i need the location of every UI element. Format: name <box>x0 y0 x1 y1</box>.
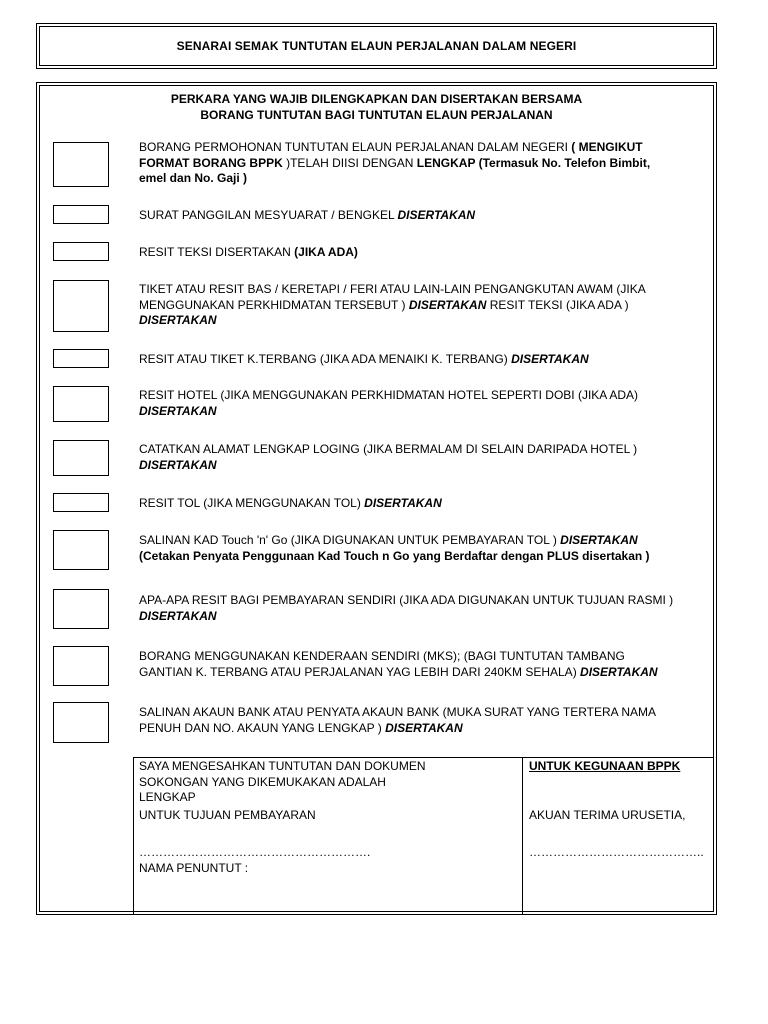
office-ack-label: AKUAN TERIMA URUSETIA, <box>529 808 686 822</box>
claimant-signature-line[interactable]: …………………………………………………. <box>139 845 371 859</box>
checkbox-item-6[interactable] <box>53 386 109 422</box>
checklist-item-6: RESIT HOTEL (JIKA MENGGUNAKAN PERKHIDMATAN HOTEL SEPERTI DOBI (JIKA ADA) DISERTAKAN <box>139 388 638 418</box>
claimant-name-label: NAMA PENUNTUT : <box>139 861 249 875</box>
checklist-item-2: SURAT PANGGILAN MESYUARAT / BENGKEL DISERTAKAN <box>139 208 476 222</box>
checkbox-item-7[interactable] <box>53 440 109 476</box>
checklist-item-8: RESIT TOL (JIKA MENGGUNAKAN TOL) DISERTAKAN <box>139 496 442 510</box>
signature-table-divider <box>522 757 523 914</box>
declaration-line1: SAYA MENGESAHKAN TUNTUTAN DAN DOKUMEN <box>139 759 426 773</box>
office-signature-line[interactable]: …………………………………….. <box>529 845 704 859</box>
checklist-heading-line2: BORANG TUNTUTAN BAGI TUNTUTAN ELAUN PERJALANAN <box>200 108 553 122</box>
checkbox-item-12[interactable] <box>53 702 109 743</box>
checkbox-item-5[interactable] <box>53 349 109 368</box>
checklist-heading-line1: PERKARA YANG WAJIB DILENGKAPKAN DAN DISERTAKAN BERSAMA <box>170 92 583 106</box>
declaration-line3: LENGKAP <box>139 790 196 804</box>
checklist-item-10: APA-APA RESIT BAGI PEMBAYARAN SENDIRI (JIKA ADA DIGUNAKAN UNTUK TUJUAN RASMI ) DISERTAKAN <box>139 593 674 623</box>
checkbox-item-2[interactable] <box>53 205 109 224</box>
checklist-item-11: BORANG MENGGUNAKAN KENDERAAN SENDIRI (MKS); (BAGI TUNTUTAN TAMBANG GANTIAN K. TERBANG ATAU PERJALANAN YAG LEBIH DARI 240KM SEHALA) DISERTAKAN <box>139 649 658 679</box>
checkbox-item-4[interactable] <box>53 280 109 332</box>
office-use-title: UNTUK KEGUNAAN BPPK <box>529 759 681 773</box>
checkbox-item-3[interactable] <box>53 242 109 261</box>
declaration-line4: UNTUK TUJUAN PEMBAYARAN <box>139 808 316 822</box>
checklist-item-9: SALINAN KAD Touch 'n' Go (JIKA DIGUNAKAN UNTUK PEMBAYARAN TOL ) DISERTAKAN (Cetakan Penyata Penggunaan Kad Touch n Go yang Berdaftar dengan PLUS disertakan ) <box>139 533 650 563</box>
checklist-item-4: TIKET ATAU RESIT BAS / KERETAPI / FERI ATAU LAIN-LAIN PENGANGKUTAN AWAM (JIKA MENGGUNAKAN PERKHIDMATAN TERSEBUT ) DISERTAKAN RESIT TEKSI (JIKA ADA ) DISERTAKAN <box>139 282 646 327</box>
checkbox-item-1[interactable] <box>53 142 109 187</box>
checkbox-item-9[interactable] <box>53 530 109 570</box>
checklist-item-3: RESIT TEKSI DISERTAKAN (JIKA ADA) <box>139 245 358 259</box>
declaration-line2: SOKONGAN YANG DIKEMUKAKAN ADALAH <box>139 775 386 789</box>
checklist-item-7: CATATKAN ALAMAT LENGKAP LOGING (JIKA BERMALAM DI SELAIN DARIPADA HOTEL ) DISERTAKAN <box>139 442 638 472</box>
page-title: SENARAI SEMAK TUNTUTAN ELAUN PERJALANAN DALAM NEGERI <box>176 39 577 53</box>
checkbox-item-8[interactable] <box>53 493 109 512</box>
checklist-item-1: BORANG PERMOHONAN TUNTUTAN ELAUN PERJALANAN DALAM NEGERI ( MENGIKUT FORMAT BORANG BPPK )TELAH DIISI DENGAN LENGKAP (Termasuk No. Telefon Bimbit, emel dan No. Gaji ) <box>139 140 651 185</box>
checklist-item-12: SALINAN AKAUN BANK ATAU PENYATA AKAUN BANK (MUKA SURAT YANG TERTERA NAMA PENUH DAN NO. AKAUN YANG LENGKAP ) DISERTAKAN <box>139 705 657 735</box>
checkbox-item-10[interactable] <box>53 589 109 629</box>
checkbox-item-11[interactable] <box>53 646 109 686</box>
checklist-item-5: RESIT ATAU TIKET K.TERBANG (JIKA ADA MENAIKI K. TERBANG) DISERTAKAN <box>139 352 589 366</box>
